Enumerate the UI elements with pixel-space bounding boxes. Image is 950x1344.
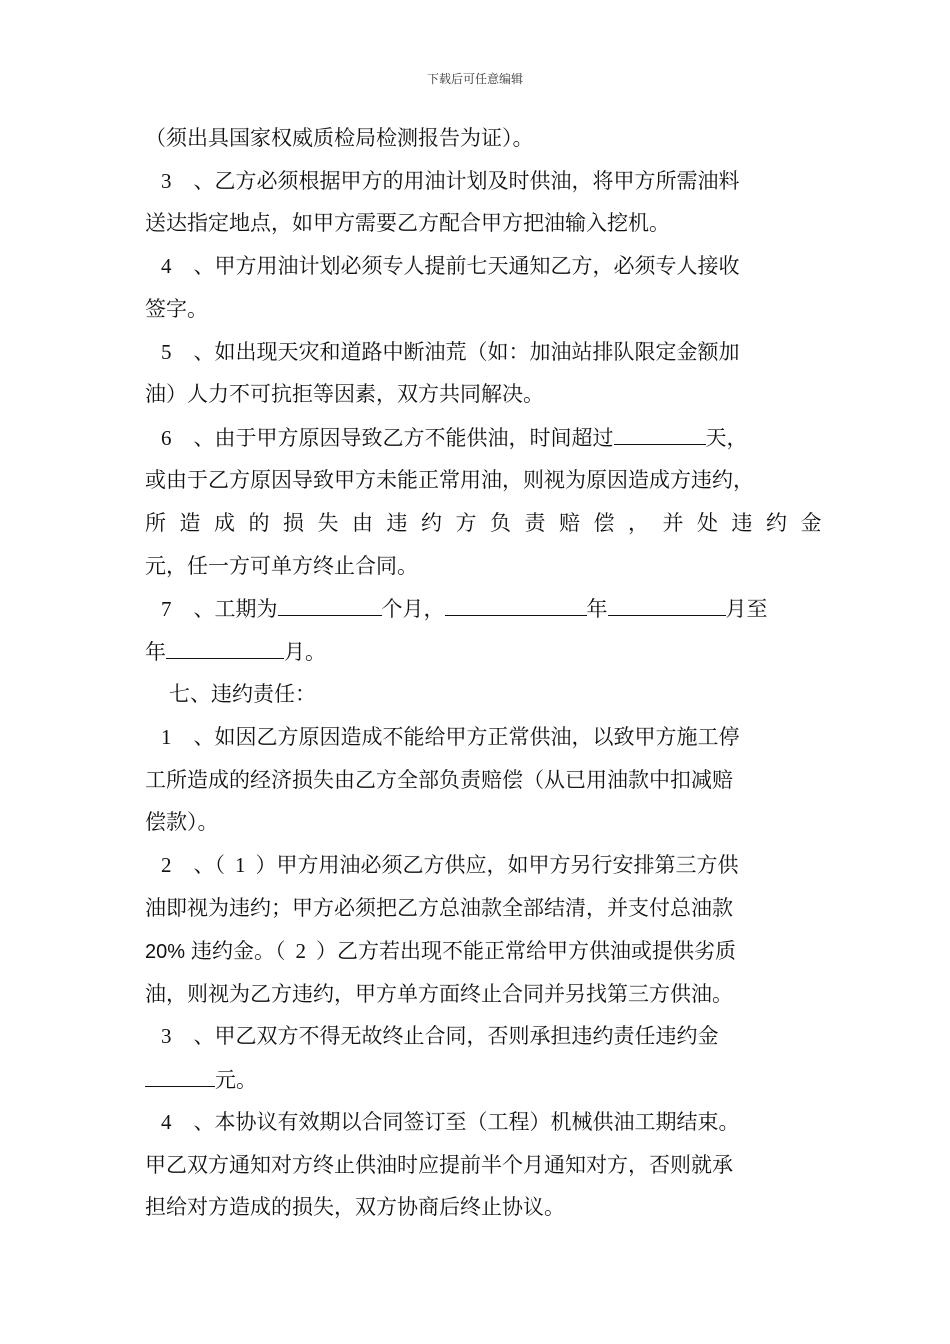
liability-4-line-2: [145, 1150, 825, 1180]
text-span: 个月，: [381, 597, 445, 621]
clause-5-line-2: [145, 379, 825, 409]
text-span: 月。: [284, 640, 326, 664]
page-header: 下载后可任意编辑: [426, 72, 523, 86]
blank-field: [166, 636, 284, 659]
clause-6-line-4: [145, 551, 825, 581]
section-heading: [145, 679, 825, 709]
clause-4-line-1: [145, 251, 825, 281]
clause-7-line-1: [145, 593, 825, 623]
text-span: 签字。: [145, 297, 208, 321]
section-title: 七、违约责任：: [169, 682, 316, 706]
sub-number: 2: [295, 939, 307, 963]
text-span: 违约金。（: [191, 939, 286, 963]
text-span: 、如出现天灾和道路中断油荒（如：加油站排队限定金额加: [193, 340, 740, 364]
text-span: 、（: [193, 853, 225, 877]
text-span: 、甲乙双方不得无故终止合同，否则承担违约责任违约金: [193, 1024, 719, 1048]
text-span: 天，: [705, 426, 748, 450]
percent-value: 20%: [145, 941, 186, 963]
clause-6-line-2: [145, 465, 825, 495]
clause-5-line-1: [145, 337, 825, 367]
text-span: 或由于乙方原因导致甲方未能正常用油，则视为原因造成方违约，: [145, 468, 754, 492]
clause-3-line-2: [145, 208, 825, 238]
clause-number: 7: [161, 597, 172, 621]
text-line: [145, 123, 825, 153]
liability-4-line-1: [145, 1107, 825, 1137]
liability-1-line-1: [145, 722, 825, 752]
text-span: 、工期为: [193, 597, 278, 621]
clause-3-line-1: [145, 166, 825, 196]
text-span: 、乙方必须根据甲方的用油计划及时供油，将甲方所需油料: [193, 169, 740, 193]
text-span: 、本协议有效期以合同签订至（工程）机械供油工期结束。: [193, 1110, 740, 1134]
text-span: 、如因乙方原因造成不能给甲方正常供油，以致甲方施工停: [193, 725, 740, 749]
clause-number: 3: [161, 169, 172, 193]
clause-number: 4: [161, 1110, 172, 1134]
blank-field: [614, 422, 706, 445]
liability-3-line-2: [145, 1064, 825, 1094]
text-span: 、由于甲方原因导致乙方不能供油，时间超过: [193, 426, 614, 450]
clause-number: 3: [161, 1024, 172, 1048]
text-span: 送达指定地点，如甲方需要乙方配合甲方把油输入挖机。: [145, 211, 670, 235]
text-span: 工所造成的经济损失由乙方全部负责赔偿（从已用油款中扣减赔: [145, 768, 733, 792]
blank-field: [608, 593, 726, 616]
text-span: 担给对方造成的损失，双方协商后终止协议。: [145, 1195, 565, 1219]
text-span: 月至: [725, 597, 768, 621]
clause-7-line-2: [145, 636, 825, 666]
text-span: 甲乙双方通知对方终止供油时应提前半个月通知对方，否则就承: [145, 1153, 733, 1177]
clause-number: 4: [161, 254, 172, 278]
text-span: 油）人力不可抗拒等因素，双方共同解决。: [145, 382, 544, 406]
liability-1-line-2: [145, 765, 825, 795]
blank-field: [145, 1064, 215, 1087]
text-span: ）乙方若出现不能正常给甲方供油或提供劣质: [316, 939, 737, 963]
text-span: 元。: [215, 1068, 257, 1092]
text-span: 年: [586, 597, 608, 621]
clause-number: 1: [161, 725, 172, 749]
text-span: 所造成的损失由违约方负责赔偿，并处违约金: [145, 511, 835, 535]
text-span: 、甲方用油计划必须专人提前七天通知乙方，必须专人接收: [193, 254, 740, 278]
liability-2-line-1: [145, 850, 825, 880]
clause-number: 6: [161, 426, 172, 450]
liability-1-line-3: [145, 807, 825, 837]
blank-field: [445, 593, 587, 616]
liability-2-line-3: [145, 936, 825, 966]
clause-number: 5: [161, 340, 172, 364]
text-span: 油，则视为乙方违约，甲方单方面终止合同并另找第三方供油。: [145, 982, 733, 1006]
liability-3-line-1: [145, 1021, 825, 1051]
liability-4-line-3: [145, 1192, 825, 1222]
text-span: ）甲方用油必须乙方供应，如甲方另行安排第三方供: [255, 853, 739, 877]
clause-6-line-1: [145, 422, 825, 452]
text-span: （须出具国家权威质检局检测报告为证）。: [145, 126, 534, 150]
blank-field: [278, 593, 382, 616]
clause-4-line-2: [145, 294, 825, 324]
text-span: 油即视为违约；甲方必须把乙方总油款全部结清，并支付总油款: [145, 896, 733, 920]
liability-2-line-2: [145, 893, 825, 923]
text-span: 偿款）。: [145, 810, 219, 834]
clause-number: 2: [161, 853, 172, 877]
clause-6-line-3: [145, 508, 835, 538]
text-span: 元，任一方可单方终止合同。: [145, 554, 418, 578]
liability-2-line-4: [145, 979, 825, 1009]
text-span: 年: [145, 640, 166, 664]
sub-number: 1: [235, 853, 246, 877]
